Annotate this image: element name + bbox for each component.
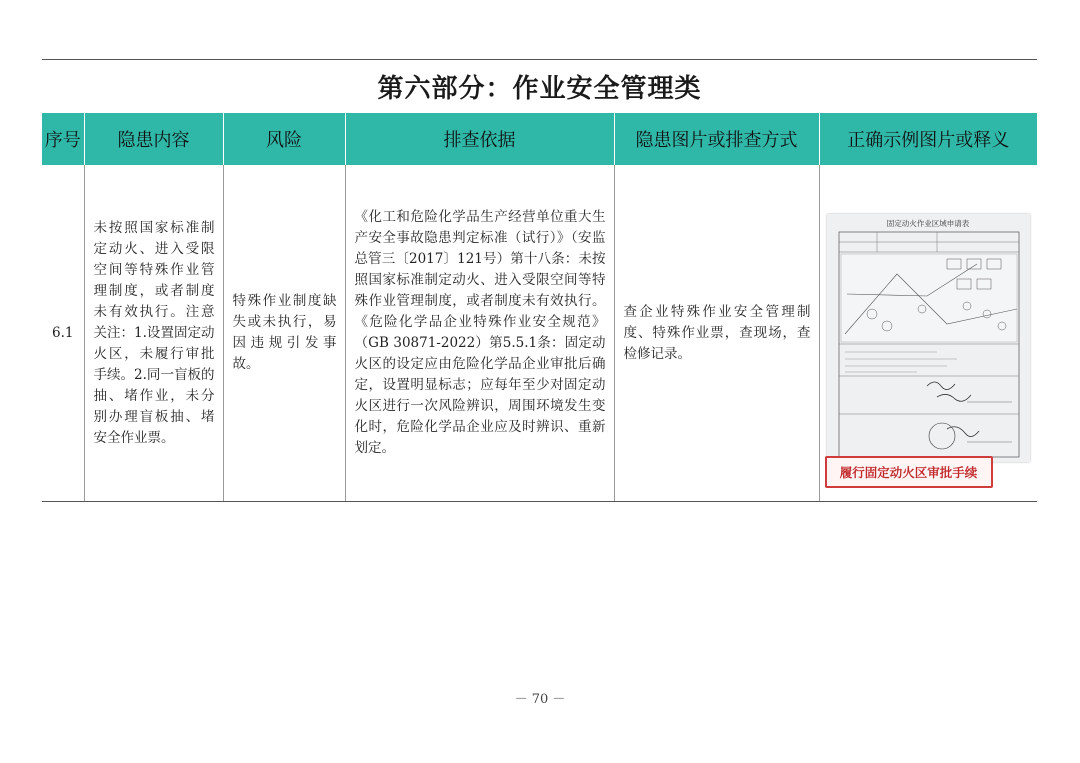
header-hazard: 隐患内容 <box>84 113 223 165</box>
row-basis: 《化工和危险化学品生产经营单位重大生产安全事故隐患判定标准（试行）》（安监总管三〔2017〕121号）第十八条：未按照国家标准制定动火、进入受限空间等特殊作业管理制度，或者制度未有效执行。《危险化学品企业特殊作业安全规范》（GB 30871-2022）第5.5.1条：固定动火区的设定应由危险化学品企业审批后确定，设置明显标志；应每年至少对固定动火区进行一次风险辨识，周围环境发生变化时，危险化学品企业应及时辨识、重新划定。 <box>354 209 606 456</box>
table-header-row <box>42 113 1037 165</box>
row-hazard-cell <box>84 165 223 502</box>
example-caption: 履行固定动火区审批手续 <box>825 456 993 488</box>
example-form-photo <box>827 214 1030 462</box>
header-seq: 序号 <box>42 113 84 165</box>
header-basis: 排查依据 <box>345 113 614 165</box>
hazard-table <box>42 113 1037 502</box>
page-number: － 70 － <box>514 692 566 707</box>
row-check-method: 查企业特殊作业安全管理制度、特殊作业票，查现场，查检修记录。 <box>623 303 811 362</box>
form-title: 固定动火作业区域申请表 <box>886 219 969 228</box>
row-example-cell <box>819 165 1037 502</box>
row-seq: 6.1 <box>42 165 84 502</box>
header-risk: 风险 <box>223 113 345 165</box>
row-check-method-cell <box>614 165 819 502</box>
header-example: 正确示例图片或释义 <box>819 113 1037 165</box>
row-hazard: 未按照国家标准制定动火、进入受限空间等特殊作业管理制度，或者制度未有效执行。注意关注：1.设置固定动火区，未履行审批手续。2.同一盲板的抽、堵作业，未分别办理盲板抽、堵安全作业票。 <box>93 219 215 446</box>
row-risk: 特殊作业制度缺失或未执行，易因违规引发事故。 <box>232 293 337 372</box>
row-risk-cell <box>223 165 345 502</box>
header-check-method: 隐患图片或排查方式 <box>614 113 819 165</box>
row-basis-cell <box>345 165 614 502</box>
table-row <box>42 165 1037 502</box>
section-title: 第六部分：作业安全管理类 <box>377 73 702 104</box>
